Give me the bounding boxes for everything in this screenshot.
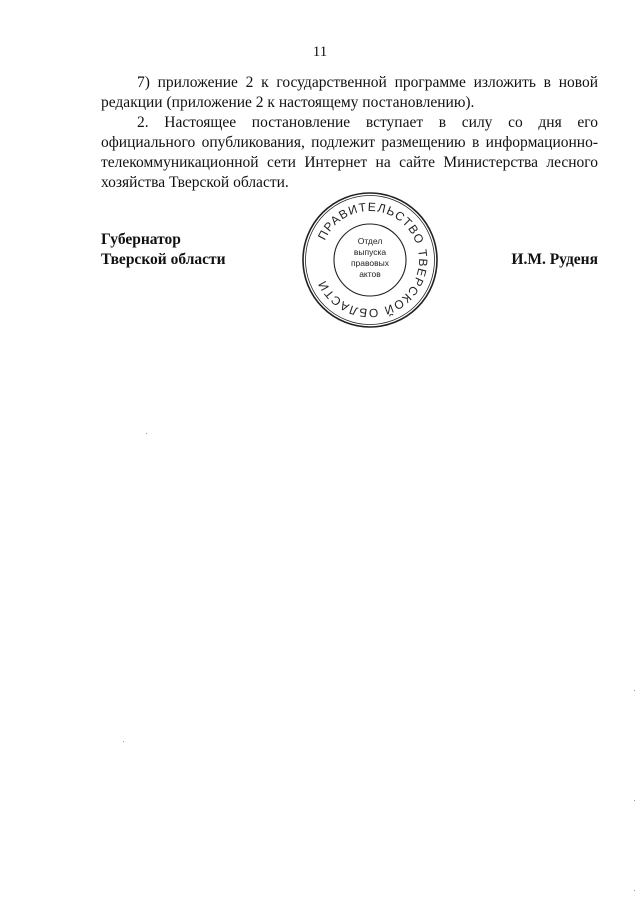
paragraph-amendment: 7) приложение 2 к государственной программе изложить в новой редакции (приложение 2 к настоящему постановлению). <box>101 74 598 111</box>
seal-center-line: Отдел <box>357 236 383 246</box>
signatory-title-line-2: Тверской области <box>101 251 226 268</box>
seal-ring-text: ПРАВИТЕЛЬСТВО ТВЕРСКОЙ ОБЛАСТИ <box>314 199 431 321</box>
scan-speck <box>123 741 124 742</box>
signatory-title-line-1: Губернатор <box>101 231 181 248</box>
scan-speck <box>634 690 635 691</box>
page-number: 11 <box>312 44 328 60</box>
paragraph-effective-date: 2. Настоящее постановление вступает в силу со дня его официального опубликования, подлежит размещению в информационно-телекоммуникационной сети Интернет на сайте Министерства лесного хозяйства Тверской области. <box>101 114 598 191</box>
official-seal <box>300 190 440 330</box>
seal-center-line: актов <box>359 269 381 279</box>
signatory-name: И.М. Руденя <box>511 251 598 268</box>
seal-center-line: выпуска <box>353 247 387 257</box>
scan-speck <box>634 800 635 801</box>
scan-speck <box>634 890 635 891</box>
scan-speck <box>146 433 147 434</box>
seal-center-line: правовых <box>350 258 390 268</box>
signatory-title <box>101 230 226 270</box>
